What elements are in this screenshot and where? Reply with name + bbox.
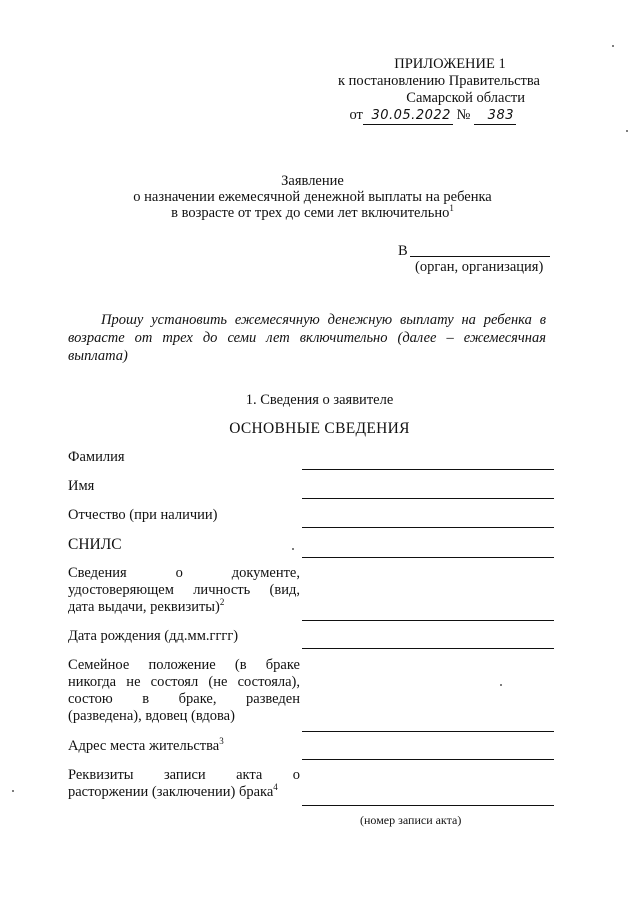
scan-speck [612, 45, 614, 47]
name-field[interactable] [302, 498, 554, 499]
footnote-3: 3 [219, 736, 224, 746]
recipient-caption: (орган, организация) [415, 259, 544, 275]
label-address: Адрес места жительства$^3$ [68, 736, 224, 754]
document-title [60, 173, 565, 221]
id-document-field[interactable] [302, 620, 554, 621]
marital-status-field[interactable] [302, 731, 554, 732]
address-field[interactable] [302, 759, 554, 760]
section-subtitle: ОСНОВНЫЕ СВЕДЕНИЯ [229, 420, 410, 437]
recipient-line [398, 242, 550, 260]
date-handwritten: 30.05.2022 [363, 107, 453, 125]
appendix-line1: к постановлению Правительства [338, 73, 540, 89]
birth-date-field[interactable] [302, 648, 554, 649]
appendix-line2: Самарской области [406, 90, 525, 106]
patronymic-field[interactable] [302, 527, 554, 528]
footnote-2: 2 [219, 597, 225, 607]
recipient-blank[interactable] [410, 242, 550, 257]
title-line1: Заявление [281, 173, 344, 189]
number-handwritten: 383 [474, 107, 516, 125]
label-surname: Фамилия [68, 449, 125, 465]
scan-speck [12, 790, 14, 792]
label-snils: СНИЛС [68, 536, 122, 553]
label-marital-status: Семейное положение (в браке никогда не состоял (не состояла), состою в браке, разведен (разведена), вдовец (вдова) [68, 657, 300, 724]
date-prefix: от [349, 107, 363, 123]
label-id-document: Сведения о документе, удостоверяющем личность (вид, дата выдачи, реквизиты)$^2$ [68, 565, 300, 615]
footnote-1: 1 [449, 203, 454, 213]
surname-field[interactable] [302, 469, 554, 470]
marriage-act-field[interactable] [302, 805, 554, 806]
act-number-caption: (номер записи акта) [360, 813, 462, 827]
footnote-4: 4 [273, 782, 278, 792]
title-line2: о назначении ежемесячной денежной выплаты на ребенка [133, 189, 492, 205]
request-paragraph: Прошу установить ежемесячную денежную выплату на ребенка в возрасте от трех до семи лет включительно (далее – ежемесячная выплата) [68, 312, 546, 364]
label-patronymic: Отчество (при наличии) [68, 507, 218, 523]
scan-speck [626, 130, 628, 132]
scan-speck [292, 548, 294, 550]
title-line3: в возрасте от трех до семи лет включительно$^1$ [171, 203, 454, 221]
recipient-prefix: В [398, 243, 408, 259]
appendix-title: ПРИЛОЖЕНИЕ 1 [394, 56, 506, 72]
scan-speck [500, 684, 502, 686]
snils-field[interactable] [302, 557, 554, 558]
label-marriage-act: Реквизиты записи акта о расторжении (заключении) брака$^4$ [68, 767, 300, 800]
label-birth-date: Дата рождения (дд.мм.гггг) [68, 628, 239, 644]
number-prefix: № [456, 107, 471, 123]
appendix-date-line [300, 107, 540, 125]
appendix-header [300, 56, 540, 125]
label-name: Имя [68, 478, 95, 494]
section-title: 1. Сведения о заявителе [245, 392, 394, 408]
